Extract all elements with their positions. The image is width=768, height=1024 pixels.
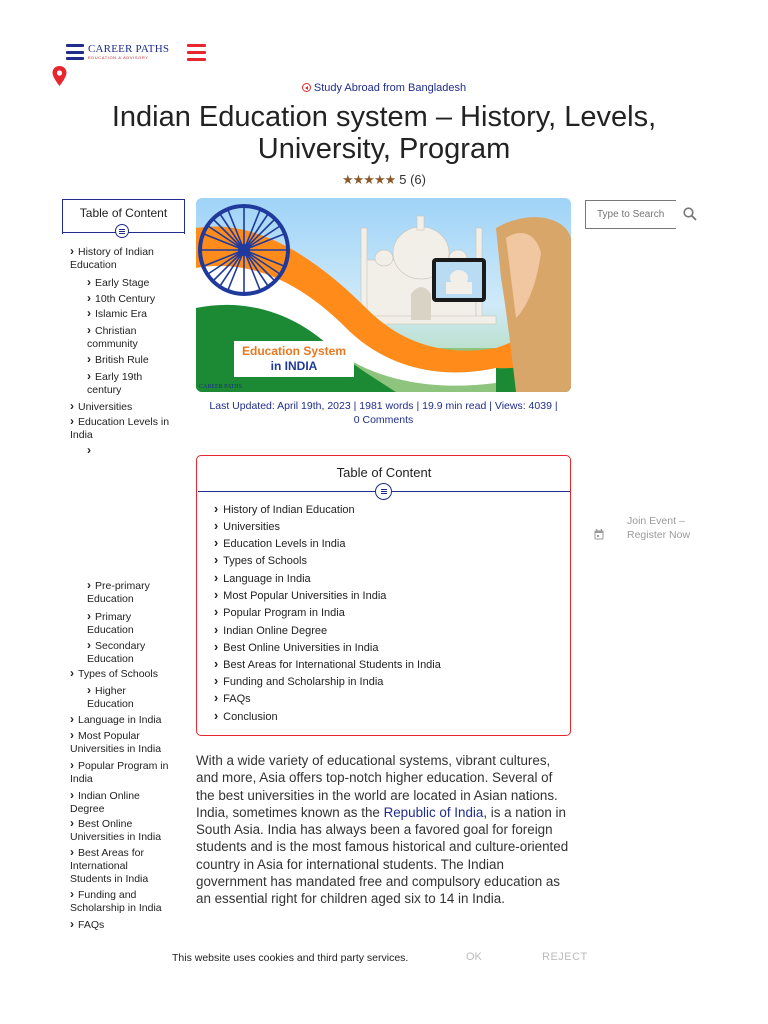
hero-brand: CAREER PATHS <box>199 384 242 390</box>
main-toc-item[interactable]: › Most Popular Universities in India <box>214 588 386 602</box>
left-toc-item[interactable]: › Best Areas for International Students in India <box>70 846 160 886</box>
main-toc-item[interactable]: › Types of Schools <box>214 553 307 567</box>
main-toc-item[interactable]: › FAQs <box>214 691 251 705</box>
cookie-text: This website uses cookies and third party services. <box>172 952 409 964</box>
left-toc-item[interactable]: › Islamic Era <box>87 307 167 321</box>
rating-text: 5 (6) <box>399 172 426 187</box>
search-input[interactable] <box>586 201 683 228</box>
main-toc-item[interactable]: › Language in India <box>214 571 311 585</box>
main-toc-item[interactable]: › Indian Online Degree <box>214 623 327 637</box>
left-toc-item[interactable]: › Language in India <box>70 713 180 727</box>
left-toc-item[interactable]: › Indian Online Degree <box>70 789 160 816</box>
main-toc-item[interactable]: › History of Indian Education <box>214 502 355 516</box>
logo-mark-icon <box>66 44 84 60</box>
left-toc-item[interactable]: › Most Popular Universities in India <box>70 729 170 756</box>
main-toc-item[interactable]: › Popular Program in India <box>214 605 345 619</box>
left-toc-item[interactable]: › Christian community <box>87 324 157 351</box>
left-toc-item[interactable]: › Types of Schools <box>70 667 180 681</box>
left-toc-item[interactable]: › Popular Program in India <box>70 759 180 786</box>
main-toc-item[interactable]: › Education Levels in India <box>214 536 345 550</box>
main-toc-item[interactable]: › Funding and Scholarship in India <box>214 674 383 688</box>
left-toc-item[interactable]: › Primary Education <box>87 610 157 637</box>
star-rating-icon[interactable]: ★★★★★ <box>341 172 396 187</box>
left-toc-item[interactable]: › History of Indian Education <box>70 245 170 272</box>
main-toc-item[interactable]: › Conclusion <box>214 709 278 723</box>
left-toc-item[interactable]: › FAQs <box>70 918 170 932</box>
left-toc-item[interactable]: › British Rule <box>87 353 167 367</box>
search-icon[interactable] <box>683 207 697 221</box>
left-toc-item[interactable]: › Funding and Scholarship in India <box>70 888 170 915</box>
left-toc-item[interactable]: › Higher Education <box>87 684 157 711</box>
left-toc-item[interactable]: › Education Levels in India <box>70 415 180 442</box>
back-arrow-icon <box>302 83 311 92</box>
cookie-reject-button[interactable]: REJECT <box>536 950 594 964</box>
main-toc-title: Table of Content <box>336 465 432 480</box>
taj-mahal-illustration <box>196 198 571 392</box>
hamburger-menu-icon[interactable] <box>187 44 206 61</box>
breadcrumb-link[interactable]: Study Abroad from Bangladesh <box>313 82 467 94</box>
page-title: Indian Education system – History, Levels, University, Program <box>111 101 657 165</box>
site-logo[interactable] <box>66 44 169 60</box>
main-toc-item[interactable]: › Best Online Universities in India <box>214 640 378 654</box>
left-toc-item[interactable]: › Secondary Education <box>87 639 167 666</box>
view-count: Views: 4039 <box>494 400 552 412</box>
cookie-ok-button[interactable]: OK <box>460 950 488 964</box>
left-toc-item[interactable]: › Early Stage <box>87 276 167 290</box>
word-count: 1981 words <box>359 400 414 412</box>
hero-caption-line1: Education System <box>241 344 347 358</box>
left-toc-title: Table of Content <box>79 206 168 220</box>
hero-caption-line2: in INDIA <box>270 359 318 373</box>
main-toc-item[interactable]: › Best Areas for International Students in India <box>214 657 441 671</box>
logo-tagline: EDUCATION & ADVISORY <box>88 55 149 60</box>
republic-of-india-link[interactable]: Republic of India <box>383 804 484 820</box>
calendar-icon <box>594 529 604 540</box>
read-time: 19.9 min read <box>422 400 487 412</box>
search-box[interactable] <box>585 200 676 229</box>
left-toc-item[interactable]: › Pre-primary Education <box>87 579 167 606</box>
join-event-link[interactable]: Join Event – Register Now <box>627 515 691 541</box>
rating[interactable] <box>0 172 768 188</box>
comments-link[interactable]: 0 Comments <box>353 413 414 426</box>
article-paragraph: With a wide variety of educational systems, vibrant cultures, and more, Asia offers top-notch higher education. Several of the best universities in the world are located in Asian nations. India, sometimes known as the Republic of India, is a nation in South Asia. India has always been a favored goal for foreign students and is the most famous historical and culture-oriented country in Asia for international students. The Indian government has mandated free and compulsory education as an essential right for children aged six to 14 in India. <box>196 753 569 907</box>
post-meta: Last Updated: April 19th, 2023 | 1981 words | 19.9 min read | Views: 4039 | 0 Comments <box>209 400 558 426</box>
left-toc-item[interactable]: › 10th Century <box>87 292 167 306</box>
logo-text: CAREER PATHS <box>88 43 170 55</box>
left-toc-item[interactable]: › Early 19th century <box>87 370 157 397</box>
breadcrumb[interactable] <box>0 82 768 94</box>
left-toc-item[interactable] <box>87 444 167 458</box>
left-toc-item[interactable]: › Best Online Universities in India <box>70 817 170 844</box>
left-toc-item[interactable]: › Universities <box>70 400 180 414</box>
toc-list-icon[interactable] <box>375 483 392 500</box>
main-toc-item[interactable]: › Universities <box>214 519 280 533</box>
last-updated: Last Updated: April 19th, 2023 <box>209 400 351 412</box>
toc-list-icon[interactable] <box>115 224 129 238</box>
hero-image <box>196 198 571 392</box>
